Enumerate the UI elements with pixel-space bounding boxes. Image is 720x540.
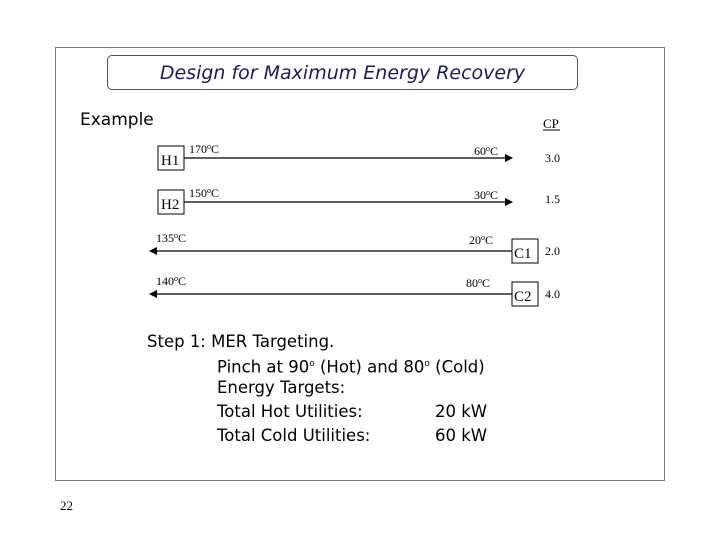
cold-utilities-label: Total Cold Utilities: xyxy=(217,426,371,445)
pinch-cold-label: (Cold) xyxy=(429,357,485,377)
stream-c2-target-temp: 140$^o$C xyxy=(156,274,187,288)
stream-h1-label: H1 xyxy=(161,153,180,169)
pinch-cold-degree: o xyxy=(424,359,430,369)
cold-utilities-value: 60 kW xyxy=(435,426,488,445)
stream-c1-label: C1 xyxy=(514,246,532,262)
stream-h1-cp: 3.0 xyxy=(545,151,560,165)
hot-utilities-label: Total Hot Utilities: xyxy=(217,402,363,421)
stream-h1 xyxy=(158,142,560,170)
pinch-cold-text: (Hot) and 80 xyxy=(314,357,425,377)
hot-utilities-value: 20 kW xyxy=(435,402,488,421)
energy-targets-label: Energy Targets: xyxy=(217,378,346,397)
stream-c1-supply-temp: 20$^o$C xyxy=(469,233,494,247)
example-label: Example xyxy=(80,110,154,130)
stream-h2 xyxy=(158,186,560,214)
pinch-hot-text: Pinch at 90 xyxy=(217,357,310,377)
stream-c2 xyxy=(150,274,560,306)
stream-h2-cp: 1.5 xyxy=(545,192,560,206)
stream-h2-target-temp: 30$^o$C xyxy=(474,188,499,202)
step-heading: Step 1: MER Targeting. xyxy=(147,332,335,351)
page-number: 22 xyxy=(60,498,73,513)
stream-c1-target-temp: 135$^o$C xyxy=(156,231,187,245)
stream-c1-cp: 2.0 xyxy=(545,244,560,258)
stream-c2-cp: 4.0 xyxy=(545,287,560,301)
stream-c2-label: C2 xyxy=(514,289,532,305)
slide-title: Design for Maximum Energy Recovery xyxy=(159,61,526,84)
stream-c2-supply-temp: 80$^o$C xyxy=(466,276,491,290)
stream-h2-label: H2 xyxy=(161,197,180,213)
stream-c1 xyxy=(150,231,560,263)
stream-h2-supply-temp: 150$^o$C xyxy=(189,186,220,200)
stream-h1-target-temp: 60$^o$C xyxy=(474,144,499,158)
stream-h1-supply-temp: 170$^o$C xyxy=(189,142,220,156)
pinch-hot-degree: o xyxy=(309,359,315,369)
cp-header: CP xyxy=(543,116,559,131)
